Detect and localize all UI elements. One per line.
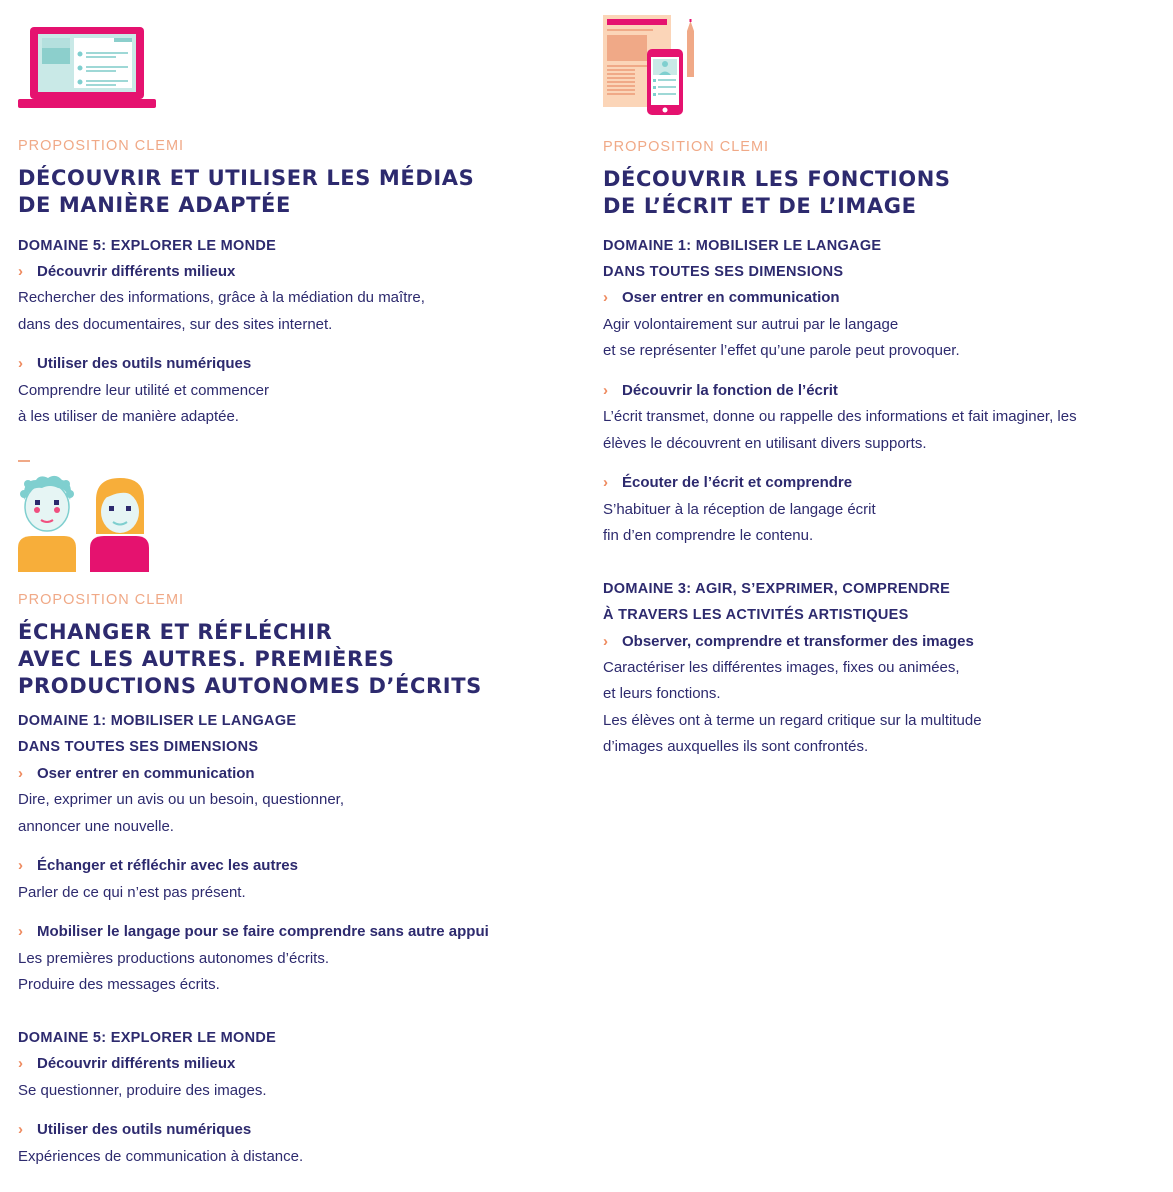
body-text: Expériences de communication à distance.	[18, 1148, 304, 1165]
subheading: › Découvrir différents milieux	[18, 1051, 235, 1077]
subheading: › Observer, comprendre et transformer des images	[603, 629, 974, 655]
body-text: Les premières productions autonomes d’écrits.	[18, 950, 329, 967]
chevron-right-icon: ›	[18, 923, 23, 940]
body-text: dans des documentaires, sur des sites internet.	[18, 316, 333, 333]
body-text: S’habituer à la réception de langage écrit	[603, 501, 876, 518]
body-text: annoncer une nouvelle.	[18, 818, 174, 835]
subheading: › Oser entrer en communication	[18, 761, 255, 787]
body-text: L’écrit transmet, donne ou rappelle des informations et fait imaginer, les	[603, 408, 1077, 425]
body-text: Caractériser les différentes images, fixes ou animées,	[603, 659, 960, 676]
body-text: Se questionner, produire des images.	[18, 1082, 267, 1099]
newspaper-phone-icon	[603, 13, 699, 119]
body-text: et se représenter l’effet qu’une parole peut provoquer.	[603, 342, 960, 359]
kicker-label: PROPOSITION CLEMI	[18, 592, 185, 608]
chevron-right-icon: ›	[18, 1055, 23, 1072]
domain-heading: À TRAVERS LES ACTIVITÉS ARTISTIQUES	[603, 607, 909, 623]
body-text: Comprendre leur utilité et commencer	[18, 382, 269, 399]
body-text: Rechercher des informations, grâce à la médiation du maître,	[18, 289, 425, 306]
chevron-right-icon: ›	[603, 382, 608, 399]
domain-heading: DANS TOUTES SES DIMENSIONS	[18, 739, 259, 755]
subheading: › Oser entrer en communication	[603, 285, 840, 311]
body-text: Dire, exprimer un avis ou un besoin, questionner,	[18, 791, 345, 808]
chevron-right-icon: ›	[603, 633, 608, 650]
body-text: d’images auxquelles ils sont confrontés.	[603, 738, 869, 755]
body-text: et leurs fonctions.	[603, 685, 721, 702]
subheading: › Écouter de l’écrit et comprendre	[603, 470, 852, 496]
kicker-label: PROPOSITION CLEMI	[603, 139, 770, 155]
chevron-right-icon: ›	[18, 263, 23, 280]
body-text: Parler de ce qui n’est pas présent.	[18, 884, 246, 901]
chevron-right-icon: ›	[603, 474, 608, 491]
chevron-right-icon: ›	[18, 857, 23, 874]
laptop-icon	[18, 24, 158, 112]
domain-heading: DOMAINE 5: EXPLORER LE MONDE	[18, 238, 277, 254]
chevron-right-icon: ›	[18, 765, 23, 782]
section-title: DÉCOUVRIR LES FONCTIONS DE L’ÉCRIT ET DE L’IMAGE	[603, 167, 951, 218]
domain-heading: DANS TOUTES SES DIMENSIONS	[603, 264, 844, 280]
two-children-icon	[18, 474, 152, 574]
subheading: › Utiliser des outils numériques	[18, 351, 251, 377]
body-text: à les utiliser de manière adaptée.	[18, 408, 239, 425]
domain-heading: DOMAINE 1: MOBILISER LE LANGAGE	[18, 713, 297, 729]
subheading: › Échanger et réfléchir avec les autres	[18, 853, 298, 879]
body-text: Les élèves ont à terme un regard critique sur la multitude	[603, 712, 982, 729]
body-text: Agir volontairement sur autrui par le langage	[603, 316, 899, 333]
body-text: Produire des messages écrits.	[18, 976, 220, 993]
kicker-label: PROPOSITION CLEMI	[18, 138, 185, 154]
subheading: › Mobiliser le langage pour se faire comprendre sans autre appui	[18, 919, 489, 945]
chevron-right-icon: ›	[18, 355, 23, 372]
chevron-right-icon: ›	[603, 289, 608, 306]
subheading: › Découvrir différents milieux	[18, 259, 235, 285]
body-text: élèves le découvrent en utilisant divers supports.	[603, 435, 927, 452]
domain-heading: DOMAINE 1: MOBILISER LE LANGAGE	[603, 238, 882, 254]
section-title: DÉCOUVRIR ET UTILISER LES MÉDIAS DE MANIÈRE ADAPTÉE	[18, 166, 475, 217]
chevron-right-icon: ›	[18, 1121, 23, 1138]
domain-heading: DOMAINE 3: AGIR, S’EXPRIMER, COMPRENDRE	[603, 581, 951, 597]
section-title: ÉCHANGER ET RÉFLÉCHIR AVEC LES AUTRES. PREMIÈRES PRODUCTIONS AUTONOMES D’ÉCRITS	[18, 620, 482, 698]
subheading: › Découvrir la fonction de l’écrit	[603, 378, 838, 404]
domain-heading: DOMAINE 5: EXPLORER LE MONDE	[18, 1030, 277, 1046]
divider	[18, 460, 30, 462]
subheading: › Utiliser des outils numériques	[18, 1117, 251, 1143]
body-text: fin d’en comprendre le contenu.	[603, 527, 814, 544]
